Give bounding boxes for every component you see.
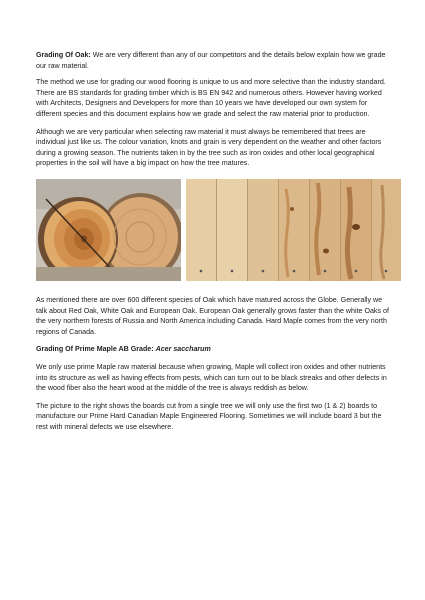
document-page — [36, 50, 391, 439]
maple-raw-material-paragraph: We only use prime Maple raw material because when growing, Maple will collect iron oxides and other nutrients into its structure as well as having effects from pests, which can turn out to be black streaks and other defects in the wood fiber also the heart wood at the middle of the tree is always reddish as below. — [36, 362, 387, 393]
maple-species-name: Acer saccharum — [155, 345, 211, 354]
oak-intro-text: We are very different than any of our competitors and the details below explain how we grade our raw material. — [36, 51, 386, 70]
maple-boards-photo — [186, 179, 401, 281]
oak-grading-heading: Grading Of Oak: — [36, 51, 91, 59]
oak-intro-paragraph — [36, 50, 391, 71]
photo-row — [36, 179, 391, 281]
tree-variation-paragraph: Although we are very particular when selecting raw material it must always be remembered that trees are individual just like us. The colour variation, knots and grain is very dependent on the weather and other factors during a growing season. The nutrients taken in by the tree such as iron oxides and other local geographical properties in the soil will have a big impact on how the tree matures. — [36, 127, 382, 168]
grading-method-paragraph: The method we use for grading our wood flooring is unique to us and more selective than the industry standard. There are BS standards for grading timber which is BS EN 942 and numerous others. However having worked with Architects, Designers and Developers for more than 10 years we have developed our own system for different species and this document explains how we grade and select the raw material prior to production. — [36, 78, 386, 118]
maple-heading-text: Grading Of Prime Maple AB Grade: — [36, 345, 154, 354]
oak-species-paragraph: As mentioned there are over 600 different species of Oak which have matured across the Globe. Generally we talk about Red Oak, White Oak and European Oak. European Oak generally grows faster than the white Oaks of the very northern forests of Russia and North America including Canada. Hard Maple comes from the very north regions of Canada. — [36, 295, 389, 336]
maple-grading-heading — [36, 344, 391, 355]
cut-oak-log-photo — [36, 179, 181, 281]
maple-boards-paragraph: The picture to the right shows the boards cut from a single tree we will only use the first two (1 & 2) boards to manufacture our Prime Hard Canadian Maple Engineered Flooring. Sometimes we will include board 3 but the rest with mineral defects we use elsewhere. — [36, 401, 382, 431]
